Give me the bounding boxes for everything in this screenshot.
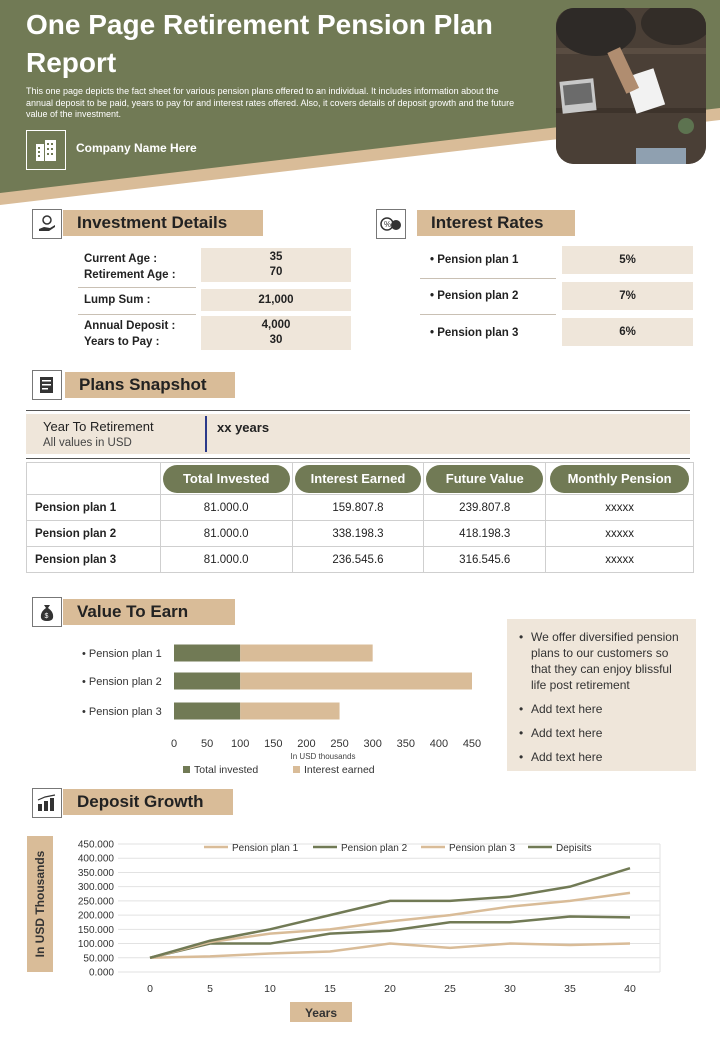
x-tick-label: 150 <box>264 738 283 750</box>
interest-rates-title: Interest Rates <box>417 210 575 236</box>
x-tick-label: 250 <box>330 738 349 750</box>
rate-value-3 <box>562 318 693 346</box>
legend-label: Pension plan 3 <box>449 843 516 854</box>
x-tick-label: 20 <box>384 983 396 995</box>
x-tick-label: 0 <box>170 738 178 750</box>
all-values-label: All values in USD <box>43 437 132 449</box>
y-tick-label: 300.000 <box>77 882 114 894</box>
x-tick-label: 15 <box>324 983 336 995</box>
rate-label-3-text: Pension plan 3 <box>437 327 519 339</box>
annual-deposit-label <box>84 318 175 350</box>
total-invested-header: Total Invested <box>163 465 290 493</box>
table-row <box>27 547 694 573</box>
rate-label-2: • Pension plan 2 <box>430 290 519 302</box>
y-tick-label: 200.000 <box>77 910 114 922</box>
divider <box>205 416 207 452</box>
annual-deposit-text: Annual Deposit : <box>84 320 176 332</box>
y-tick-label: 400.000 <box>77 853 114 865</box>
x-tick-label: 350 <box>396 738 415 750</box>
current-age-text: Current Age : <box>84 253 158 265</box>
y-tick-label: 150.000 <box>77 924 114 936</box>
age-values <box>201 248 351 282</box>
note-item: • Add text here <box>519 725 686 741</box>
legend-label: Total invested <box>194 764 259 776</box>
series-line <box>150 917 630 958</box>
bar-segment <box>174 673 240 690</box>
year-to-retirement-label: Year To Retirement <box>43 419 154 434</box>
table-cell: 81.000.0 <box>160 547 292 573</box>
x-tick-label: 25 <box>444 983 456 995</box>
value-to-earn-chart <box>20 630 500 780</box>
row-name: Pension plan 3 <box>27 547 161 573</box>
bar-category-label: • Pension plan 1 <box>82 648 162 660</box>
page-description: This one page depicts the fact sheet for various pension plans offered to an individual. It includes information about the annual deposit to be paid, years to pay for and interest rates offered. Also, it covers details of deposit growth and the future value of the investment. <box>26 86 515 119</box>
lump-sum-text: 21,000 <box>258 293 294 306</box>
legend-label: Pension plan 2 <box>341 843 408 854</box>
rate-label-1-text: Pension plan 1 <box>437 254 519 266</box>
legend-swatch <box>183 766 190 773</box>
rate-value-2-text: 7% <box>619 289 636 302</box>
annual-deposit-value: 4,000 <box>261 319 291 331</box>
table-cell: 418.198.3 <box>424 521 546 547</box>
table-cell: xxxxx <box>546 495 694 521</box>
page-title: One Page Retirement Pension Plan Report <box>26 9 493 78</box>
series-line <box>150 944 630 958</box>
rate-value-3-text: 6% <box>619 325 636 338</box>
divider <box>420 314 556 315</box>
interest-earned-header: Interest Earned <box>295 465 422 493</box>
table-cell: 338.198.3 <box>292 521 424 547</box>
x-tick-label: 10 <box>264 983 276 995</box>
y-tick-label: 350.000 <box>77 867 114 879</box>
lump-sum-value <box>201 289 351 311</box>
rate-label-2-text: Pension plan 2 <box>437 290 519 302</box>
lump-sum-label: Lump Sum : <box>84 294 151 306</box>
x-tick-label: 35 <box>564 983 576 995</box>
bar-category-label: • Pension plan 2 <box>82 676 162 688</box>
note-item: • Add text here <box>519 701 686 717</box>
bar-segment <box>240 645 372 662</box>
table-corner <box>27 463 161 495</box>
x-tick-label: 0 <box>147 983 153 995</box>
deposit-values <box>201 316 351 350</box>
legend-swatch <box>293 766 300 773</box>
x-tick-label: 400 <box>429 738 449 750</box>
row-name: Pension plan 1 <box>27 495 161 521</box>
document-icon <box>32 370 62 400</box>
note-item: • We offer diversified pension plans to our customers so that they can enjoy blissful life post retirement <box>519 629 686 693</box>
company-name: Company Name Here <box>76 141 197 155</box>
monthly-pension-header: Monthly Pension <box>550 465 689 493</box>
x-tick-label: 30 <box>504 983 516 995</box>
x-tick-label: 5 <box>207 983 213 995</box>
x-axis-label: In USD thousands <box>290 752 356 761</box>
table-cell: 316.545.6 <box>424 547 546 573</box>
x-tick-label: 50 <box>200 738 214 750</box>
x-tick-label: 100 <box>231 738 250 750</box>
divider <box>78 314 196 315</box>
column-header <box>160 463 292 495</box>
column-header <box>424 463 546 495</box>
table-row <box>27 521 694 547</box>
row-name: Pension plan 2 <box>27 521 161 547</box>
x-axis-label: Years <box>304 1006 338 1020</box>
value-to-earn-title: Value To Earn <box>63 599 235 625</box>
y-tick-label: 450.000 <box>77 839 114 851</box>
bar-segment <box>240 673 472 690</box>
y-tick-label: 250.000 <box>77 896 114 908</box>
y-axis-label: In USD Thousands <box>33 850 47 958</box>
x-tick-label: 450 <box>462 738 482 750</box>
current-age-label <box>84 251 176 283</box>
y-tick-label: 100.000 <box>77 939 114 951</box>
rate-label-1: • Pension plan 1 <box>430 254 519 266</box>
plans-table <box>26 462 694 573</box>
bar-segment <box>174 703 240 720</box>
rate-value-1-text: 5% <box>619 253 636 266</box>
svg-text:%: % <box>384 220 392 229</box>
value-to-earn-notes <box>507 619 696 771</box>
rate-label-3: • Pension plan 3 <box>430 327 519 339</box>
retirement-age-text: Retirement Age : <box>84 269 176 281</box>
divider <box>26 458 690 459</box>
column-header <box>546 463 694 495</box>
y-tick-label: 50.000 <box>83 953 114 965</box>
divider <box>26 410 690 411</box>
divider <box>78 287 196 288</box>
growth-chart-icon <box>32 788 62 818</box>
table-cell: xxxxx <box>546 547 694 573</box>
column-header <box>292 463 424 495</box>
table-cell: 81.000.0 <box>160 521 292 547</box>
building-icon <box>26 130 66 170</box>
rate-value-2 <box>562 282 693 310</box>
table-cell: 239.807.8 <box>424 495 546 521</box>
legend-label: Depisits <box>556 843 592 854</box>
years-to-pay-value: 30 <box>269 334 283 346</box>
legend-label: Pension plan 1 <box>232 843 299 854</box>
table-cell: 159.807.8 <box>292 495 424 521</box>
svg-text:$: $ <box>44 613 49 620</box>
percent-coins-icon <box>376 209 406 239</box>
legend-label: Interest earned <box>304 764 375 776</box>
x-tick-label: 200 <box>297 738 316 750</box>
x-tick-label: 40 <box>624 983 636 995</box>
table-header-row <box>27 463 694 495</box>
current-age-value: 35 <box>269 251 283 263</box>
future-value-header: Future Value <box>426 465 543 493</box>
bar-segment <box>174 645 240 662</box>
divider <box>420 278 556 279</box>
note-item: • Add text here <box>519 749 686 765</box>
plans-snapshot-title: Plans Snapshot <box>65 372 235 398</box>
bar-segment <box>240 703 339 720</box>
money-hand-icon <box>32 209 62 239</box>
x-tick-label: 300 <box>363 738 382 750</box>
retirement-age-value: 70 <box>269 266 283 278</box>
years-value: xx years <box>217 420 270 435</box>
deposit-growth-chart <box>20 830 700 1030</box>
table-row <box>27 495 694 521</box>
table-cell: 236.545.6 <box>292 547 424 573</box>
money-bag-icon <box>32 597 62 627</box>
deposit-growth-title: Deposit Growth <box>63 789 233 815</box>
bar-category-label: • Pension plan 3 <box>82 706 162 718</box>
series-line <box>150 893 630 958</box>
table-cell: 81.000.0 <box>160 495 292 521</box>
rate-value-1 <box>562 246 693 274</box>
y-tick-label: 0.000 <box>88 967 114 979</box>
years-to-pay-text: Years to Pay : <box>84 336 160 348</box>
table-cell: xxxxx <box>546 521 694 547</box>
investment-details-title: Investment Details <box>63 210 263 236</box>
header-photo <box>556 8 706 164</box>
